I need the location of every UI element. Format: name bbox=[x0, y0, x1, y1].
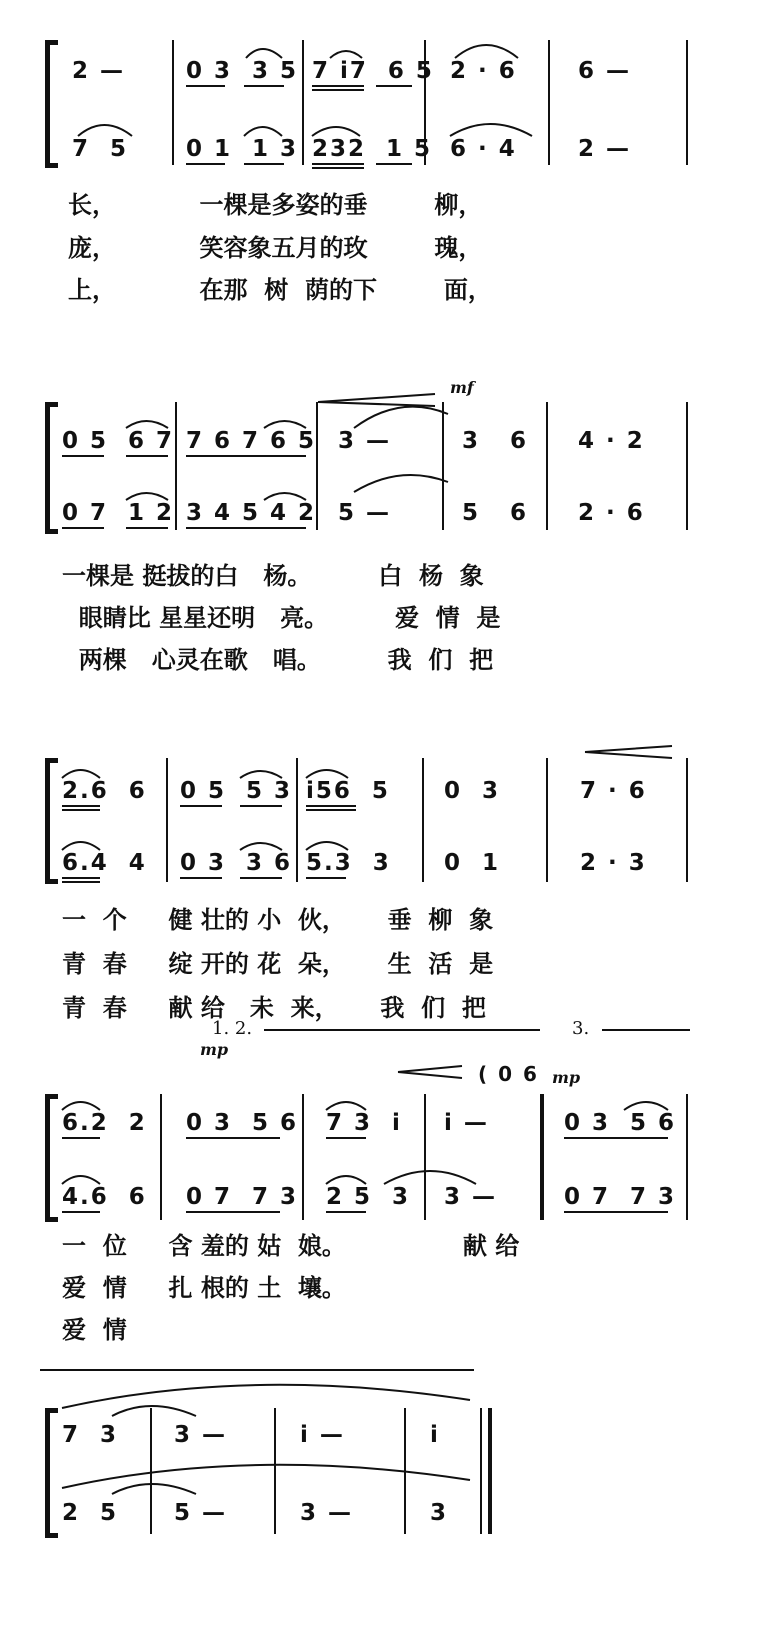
dynamic-marking: mp bbox=[552, 1068, 581, 1087]
lyric-line: 一 位 含 羞的 姑 娘。 献 给 bbox=[62, 1231, 520, 1260]
cue-notes: ( 0 6 bbox=[478, 1062, 539, 1086]
notes-bottom: 0 3 3 6 bbox=[180, 850, 293, 876]
notes-top: 7 6 7 6 5 bbox=[186, 428, 317, 454]
notes-bottom: 2 · 3 bbox=[580, 850, 647, 876]
notes-bottom: 2 — bbox=[578, 136, 632, 162]
notes-top: 7 i7 6 5 bbox=[312, 58, 434, 84]
notes-top: i bbox=[430, 1422, 440, 1448]
notes-bottom: 5 6 bbox=[462, 500, 529, 526]
notes-top: 4 · 2 bbox=[578, 428, 645, 454]
lyric-line: 长， 一棵是多姿的垂 柳， bbox=[68, 190, 483, 219]
notes-bottom: 0 1 1 3 bbox=[186, 136, 299, 162]
notes-top: i — bbox=[444, 1110, 489, 1136]
notes-top: 2 — bbox=[72, 58, 126, 84]
dynamic-marking: mp bbox=[200, 1040, 229, 1059]
notes-top: 3 — bbox=[338, 428, 392, 454]
lyric-line: 眼睛比 星星还明 亮。 爱 情 是 bbox=[62, 603, 501, 632]
notes-bottom: 2 · 6 bbox=[578, 500, 645, 526]
notes-bottom: 3 — bbox=[444, 1184, 498, 1210]
notes-top: 0 3 3 5 bbox=[186, 58, 299, 84]
dynamic-marking: mf bbox=[450, 378, 474, 397]
notes-bottom: 6 · 4 bbox=[450, 136, 517, 162]
notes-top: 0 3 5 6 bbox=[564, 1110, 677, 1136]
notes-bottom: 5 — bbox=[174, 1500, 228, 1526]
lyric-line: 青 春 献 给 未 来， 我 们 把 bbox=[62, 993, 486, 1022]
notes-top: 6 — bbox=[578, 58, 632, 84]
notes-top: 7 3 i bbox=[326, 1110, 402, 1136]
lyric-line: 爱 情 扎 根的 土 壤。 bbox=[62, 1273, 346, 1302]
notes-top: 3 — bbox=[174, 1422, 228, 1448]
notes-top: 3 6 bbox=[462, 428, 529, 454]
lyric-line: 一棵是 挺拔的白 杨。 白 杨 象 bbox=[62, 561, 484, 590]
notes-bottom: 2 5 3 bbox=[326, 1184, 411, 1210]
notes-bottom: 3 4 5 4 2 bbox=[186, 500, 317, 526]
notes-top: 7 3 bbox=[62, 1422, 119, 1448]
notes-bottom: 0 1 bbox=[444, 850, 501, 876]
lyric-line: 一 个 健 壮的 小 伙， 垂 柳 象 bbox=[62, 905, 494, 934]
notes-bottom: 0 7 7 3 bbox=[564, 1184, 677, 1210]
notes-top: 2.6 6 bbox=[62, 778, 147, 804]
notes-bottom: 7 5 bbox=[72, 136, 129, 162]
lyric-line: 青 春 绽 开的 花 朵， 生 活 是 bbox=[62, 949, 494, 978]
notes-bottom: 0 7 1 2 bbox=[62, 500, 175, 526]
lyric-line: 上， 在那 树 荫的下 面， bbox=[68, 275, 492, 304]
notes-top: 6.2 2 bbox=[62, 1110, 147, 1136]
notes-top: 0 3 5 6 bbox=[186, 1110, 299, 1136]
notes-bottom: 3 — bbox=[300, 1500, 354, 1526]
notes-top: 0 5 5 3 bbox=[180, 778, 293, 804]
lyric-line: 两棵 心灵在歌 唱。 我 们 把 bbox=[62, 645, 494, 674]
notes-bottom: 6.4 4 bbox=[62, 850, 147, 876]
notes-top: 7 · 6 bbox=[580, 778, 647, 804]
volta-third: 3. bbox=[572, 1018, 590, 1039]
notes-bottom: 4.6 6 bbox=[62, 1184, 147, 1210]
notes-top: 0 3 bbox=[444, 778, 501, 804]
lyric-line: 爱 情 bbox=[62, 1315, 127, 1344]
notes-bottom: 2 5 bbox=[62, 1500, 119, 1526]
notes-top: i — bbox=[300, 1422, 345, 1448]
notes-bottom: 3 bbox=[430, 1500, 449, 1526]
notes-top: i56 5 bbox=[306, 778, 390, 804]
notes-top: 0 5 6 7 bbox=[62, 428, 175, 454]
volta-first-second: 1. 2. bbox=[212, 1018, 253, 1039]
notes-bottom: 5.3 3 bbox=[306, 850, 391, 876]
notes-bottom: 5 — bbox=[338, 500, 392, 526]
notes-bottom: 232 1 5 bbox=[312, 136, 433, 162]
lyric-line: 庞， 笑容象五月的玫 瑰， bbox=[68, 233, 483, 262]
notes-bottom: 0 7 7 3 bbox=[186, 1184, 299, 1210]
notes-top: 2 · 6 bbox=[450, 58, 517, 84]
